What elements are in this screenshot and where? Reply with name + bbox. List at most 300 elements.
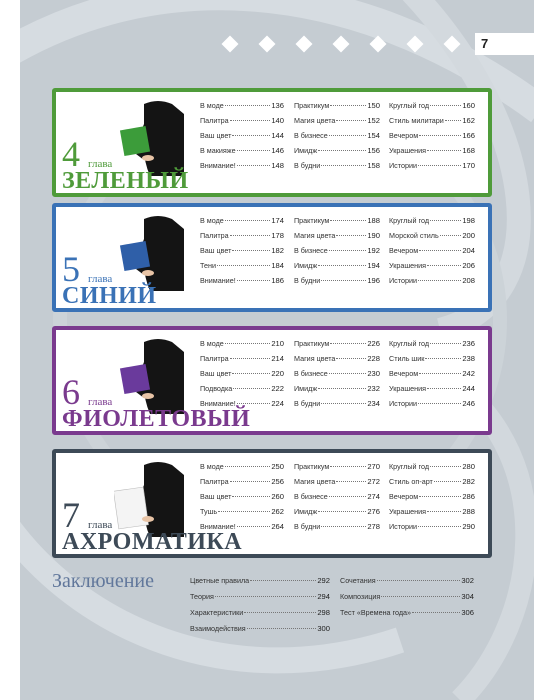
toc-entry-label: Истории [389, 399, 417, 408]
toc-entry-label: Тест «Времена года» [340, 608, 412, 617]
toc-entry[interactable] [200, 381, 284, 396]
toc-entry[interactable] [200, 228, 284, 243]
chapter-number: 7 [62, 495, 80, 535]
toc-entry-label: Характеристики [190, 608, 244, 617]
toc-entry[interactable] [200, 273, 284, 288]
toc-entry-label: Палитра [200, 231, 229, 240]
toc-entry[interactable] [294, 396, 380, 411]
toc-entry-page: 288 [462, 507, 475, 516]
toc-entry[interactable] [294, 113, 380, 128]
dot-leader [250, 580, 316, 581]
toc-entry-label: Тени [200, 261, 216, 270]
toc-entry-label: Внимание! [200, 522, 236, 531]
toc-entry-page: 210 [271, 339, 284, 348]
toc-entry-label: В моде [200, 101, 224, 110]
dot-leader [336, 481, 366, 482]
dot-leader [329, 496, 367, 497]
toc-entry-label: Палитра [200, 477, 229, 486]
dot-leader [244, 612, 316, 613]
dot-leader [329, 250, 367, 251]
toc-entry[interactable] [294, 459, 380, 474]
dot-leader [430, 105, 461, 106]
toc-entry-label: Украшения [389, 261, 427, 270]
toc-entry-label: Круглый год [389, 216, 430, 225]
toc-entry-label: В бизнесе [294, 246, 328, 255]
toc-entry[interactable] [200, 489, 284, 504]
toc-entry-page: 208 [462, 276, 475, 285]
toc-entry-label: Истории [389, 276, 417, 285]
diamond-ornament [333, 36, 350, 53]
toc-entry-page: 264 [271, 522, 284, 531]
toc-entry-label: Морской стиль [389, 231, 439, 240]
dot-leader [418, 403, 461, 404]
toc-entry-page: 188 [367, 216, 380, 225]
toc-entry[interactable] [294, 474, 380, 489]
toc-entry[interactable] [200, 258, 284, 273]
toc-entry-label: Имидж [294, 146, 318, 155]
dot-leader [237, 526, 271, 527]
toc-entry-page: 196 [367, 276, 380, 285]
dot-leader [233, 388, 270, 389]
toc-entry-label: Палитра [200, 116, 229, 125]
toc-entry[interactable] [389, 459, 475, 474]
toc-entry[interactable] [294, 273, 380, 288]
dot-leader [336, 358, 366, 359]
toc-entry-label: В моде [200, 339, 224, 348]
chapter-title: СИНИЙ [62, 283, 157, 309]
dot-leader [225, 220, 271, 221]
toc-entry-page: 274 [367, 492, 380, 501]
toc-entry[interactable] [340, 605, 474, 621]
toc-entry[interactable] [200, 504, 284, 519]
dot-leader [425, 358, 461, 359]
toc-entry[interactable] [389, 98, 475, 113]
toc-entry[interactable] [294, 504, 380, 519]
toc-entry[interactable] [389, 258, 475, 273]
toc-entry-label: Ваш цвет [200, 246, 232, 255]
toc-entry[interactable] [389, 366, 475, 381]
diamond-ornament [407, 36, 424, 53]
dot-leader [232, 250, 270, 251]
toc-column [200, 336, 284, 411]
dot-leader [321, 526, 366, 527]
toc-entry-page: 206 [462, 261, 475, 270]
toc-column [389, 459, 475, 534]
toc-entry[interactable] [389, 489, 475, 504]
toc-entry-label: Практикум [294, 462, 330, 471]
chapter-number: 4 [62, 134, 80, 174]
toc-entry-page: 190 [367, 231, 380, 240]
dot-leader [419, 496, 461, 497]
dot-leader [237, 280, 271, 281]
toc-entry-page: 226 [367, 339, 380, 348]
toc-entry[interactable] [294, 98, 380, 113]
toc-entry-page: 174 [271, 216, 284, 225]
toc-entry-label: Имидж [294, 384, 318, 393]
toc-entry-page: 298 [317, 608, 330, 617]
toc-entry[interactable] [340, 573, 474, 589]
toc-entry-label: Украшения [389, 507, 427, 516]
toc-entry[interactable] [190, 621, 330, 637]
dot-leader [381, 596, 460, 597]
dot-leader [232, 373, 270, 374]
toc-entry-page: 182 [271, 246, 284, 255]
toc-column [389, 336, 475, 411]
toc-entry-label: Магия цвета [294, 116, 336, 125]
toc-entry-page: 214 [271, 354, 284, 363]
toc-entry[interactable] [294, 336, 380, 351]
toc-entry[interactable] [340, 589, 474, 605]
toc-entry-label: Подводка [200, 384, 233, 393]
dot-leader [237, 150, 271, 151]
toc-entry[interactable] [200, 113, 284, 128]
toc-entry[interactable] [200, 366, 284, 381]
toc-entry-label: Стиль оп-арт [389, 477, 433, 486]
dot-leader [418, 280, 461, 281]
toc-entry-label: В будни [294, 276, 321, 285]
toc-entry-label: В бизнесе [294, 369, 328, 378]
chapter-word: глава [88, 396, 113, 408]
dot-leader [321, 403, 366, 404]
toc-entry-label: В макияже [200, 146, 236, 155]
dot-leader [418, 526, 461, 527]
toc-entry-page: 162 [462, 116, 475, 125]
chapter-word: глава [88, 273, 113, 285]
dot-leader [434, 481, 461, 482]
toc-entry[interactable] [389, 113, 475, 128]
toc-entry-page: 262 [271, 507, 284, 516]
dot-leader [232, 135, 270, 136]
dot-leader [230, 235, 271, 236]
toc-entry-page: 282 [462, 477, 475, 486]
dot-leader [225, 343, 271, 344]
toc-entry-label: В моде [200, 462, 224, 471]
toc-column [200, 459, 284, 534]
dot-leader [336, 120, 366, 121]
dot-leader [217, 265, 270, 266]
toc-entry[interactable] [294, 143, 380, 158]
dot-leader [430, 220, 461, 221]
toc-entry-page: 220 [271, 369, 284, 378]
toc-column [294, 98, 380, 173]
toc-entry[interactable] [200, 143, 284, 158]
toc-entry-page: 238 [462, 354, 475, 363]
toc-entry[interactable] [389, 474, 475, 489]
toc-entry[interactable] [200, 519, 284, 534]
toc-entry-page: 200 [462, 231, 475, 240]
toc-entry-page: 186 [271, 276, 284, 285]
toc-entry-page: 294 [317, 592, 330, 601]
dot-leader [427, 511, 461, 512]
model-illustration [114, 459, 184, 537]
toc-entry-page: 256 [271, 477, 284, 486]
toc-entry-label: Стиль шик [389, 354, 425, 363]
toc-entry-label: Стиль милитари [389, 116, 444, 125]
toc-entry-page: 136 [271, 101, 284, 110]
dot-leader [321, 280, 366, 281]
toc-entry-label: Истории [389, 522, 417, 531]
toc-entry-label: Внимание! [200, 399, 236, 408]
toc-entry[interactable] [294, 519, 380, 534]
toc-entry-label: Палитра [200, 354, 229, 363]
toc-entry-page: 184 [271, 261, 284, 270]
toc-entry-page: 148 [271, 161, 284, 170]
dot-leader [237, 165, 271, 166]
dot-leader [430, 466, 461, 467]
toc-entry[interactable] [190, 589, 330, 605]
toc-entry-page: 156 [367, 146, 380, 155]
toc-entry-page: 260 [271, 492, 284, 501]
toc-entry-page: 158 [367, 161, 380, 170]
toc-entry-label: Круглый год [389, 462, 430, 471]
toc-entry-page: 224 [271, 399, 284, 408]
page-number: 7 [481, 36, 489, 51]
toc-entry[interactable] [294, 351, 380, 366]
model-illustration [114, 213, 184, 291]
toc-entry[interactable] [389, 128, 475, 143]
chapter-word: глава [88, 158, 113, 170]
toc-entry-page: 170 [462, 161, 475, 170]
toc-entry-page: 230 [367, 369, 380, 378]
dot-leader [412, 612, 460, 613]
dot-leader [418, 165, 461, 166]
toc-entry-label: Внимание! [200, 276, 236, 285]
toc-entry[interactable] [389, 336, 475, 351]
toc-entry-label: Имидж [294, 261, 318, 270]
toc-entry-page: 286 [462, 492, 475, 501]
toc-entry-page: 278 [367, 522, 380, 531]
toc-entry[interactable] [389, 158, 475, 173]
toc-entry-label: Круглый год [389, 101, 430, 110]
diamond-ornament [259, 36, 276, 53]
dot-leader [427, 388, 461, 389]
toc-entry-label: Сочетания [340, 576, 376, 585]
dot-leader [230, 481, 271, 482]
toc-entry[interactable] [200, 351, 284, 366]
dot-leader [318, 265, 366, 266]
toc-entry-page: 280 [462, 462, 475, 471]
toc-entry-page: 232 [367, 384, 380, 393]
dot-leader [230, 358, 271, 359]
toc-entry-page: 292 [317, 576, 330, 585]
toc-entry-label: Ваш цвет [200, 369, 232, 378]
toc-entry-label: Украшения [389, 146, 427, 155]
dot-leader [218, 511, 270, 512]
toc-entry-page: 228 [367, 354, 380, 363]
dot-leader [419, 373, 461, 374]
toc-entry[interactable] [294, 366, 380, 381]
toc-entry-page: 306 [461, 608, 474, 617]
dot-leader [440, 235, 462, 236]
toc-entry[interactable] [200, 243, 284, 258]
dot-leader [445, 120, 462, 121]
toc-entry-label: В будни [294, 399, 321, 408]
toc-entry-page: 154 [367, 131, 380, 140]
toc-entry-label: Украшения [389, 384, 427, 393]
toc-entry-label: Композиция [340, 592, 381, 601]
toc-entry[interactable] [200, 98, 284, 113]
dot-leader [427, 150, 461, 151]
toc-entry-label: Ваш цвет [200, 492, 232, 501]
toc-entry-page: 160 [462, 101, 475, 110]
book-page [20, 0, 534, 700]
toc-entry-label: Магия цвета [294, 354, 336, 363]
toc-entry-page: 178 [271, 231, 284, 240]
toc-entry-page: 304 [461, 592, 474, 601]
toc-entry-label: В бизнесе [294, 131, 328, 140]
toc-entry-page: 146 [271, 146, 284, 155]
dot-leader [377, 580, 461, 581]
toc-entry-page: 246 [462, 399, 475, 408]
model-illustration [114, 98, 184, 176]
toc-entry[interactable] [294, 213, 380, 228]
toc-entry-label: Практикум [294, 101, 330, 110]
toc-entry-page: 194 [367, 261, 380, 270]
dot-leader [330, 105, 366, 106]
toc-entry-label: Теория [190, 592, 214, 601]
dot-leader [427, 265, 461, 266]
toc-entry-page: 144 [271, 131, 284, 140]
toc-entry-label: Круглый год [389, 339, 430, 348]
dot-leader [430, 343, 461, 344]
diamond-ornament [444, 36, 461, 53]
toc-column [389, 98, 475, 173]
toc-entry-label: Вечером [389, 246, 419, 255]
toc-entry-label: Практикум [294, 339, 330, 348]
dot-leader [330, 220, 366, 221]
toc-entry-page: 234 [367, 399, 380, 408]
toc-entry[interactable] [389, 396, 475, 411]
toc-entry[interactable] [294, 243, 380, 258]
toc-entry-label: Вечером [389, 492, 419, 501]
toc-entry[interactable] [190, 573, 330, 589]
header-diamond-bar [20, 35, 534, 55]
chapter-box [52, 449, 492, 558]
chapter-title: ФИОЛЕТОВЫЙ [62, 406, 251, 432]
toc-entry[interactable] [389, 243, 475, 258]
toc-entry[interactable] [389, 228, 475, 243]
conclusion-column [340, 573, 474, 621]
toc-entry-page: 302 [461, 576, 474, 585]
toc-entry[interactable] [190, 605, 330, 621]
dot-leader [225, 466, 271, 467]
dot-leader [330, 466, 366, 467]
chapter-number: 5 [62, 249, 80, 289]
toc-entry-page: 140 [271, 116, 284, 125]
toc-entry-label: Ваш цвет [200, 131, 232, 140]
chapter-title: ЗЕЛЕНЫЙ [62, 168, 189, 194]
toc-entry[interactable] [294, 158, 380, 173]
toc-entry[interactable] [294, 258, 380, 273]
dot-leader [329, 373, 367, 374]
dot-leader [419, 135, 461, 136]
toc-entry-page: 168 [462, 146, 475, 155]
toc-entry-page: 236 [462, 339, 475, 348]
dot-leader [232, 496, 270, 497]
toc-entry[interactable] [294, 228, 380, 243]
toc-entry-page: 204 [462, 246, 475, 255]
toc-entry[interactable] [389, 213, 475, 228]
toc-entry-label: В будни [294, 522, 321, 531]
dot-leader [215, 596, 316, 597]
toc-entry[interactable] [389, 273, 475, 288]
toc-entry-label: Имидж [294, 507, 318, 516]
toc-entry[interactable] [389, 351, 475, 366]
toc-entry-page: 166 [462, 131, 475, 140]
toc-column [200, 213, 284, 288]
toc-entry-page: 290 [462, 522, 475, 531]
chapter-word: глава [88, 519, 113, 531]
toc-entry-label: Магия цвета [294, 231, 336, 240]
toc-entry-page: 198 [462, 216, 475, 225]
toc-entry-label: Истории [389, 161, 417, 170]
toc-entry[interactable] [200, 474, 284, 489]
toc-entry[interactable] [389, 143, 475, 158]
toc-entry[interactable] [200, 213, 284, 228]
toc-entry-label: Практикум [294, 216, 330, 225]
toc-entry-label: Взаимодействия [190, 624, 246, 633]
toc-entry-label: В бизнесе [294, 492, 328, 501]
toc-entry[interactable] [200, 396, 284, 411]
toc-entry-page: 272 [367, 477, 380, 486]
chapter-box [52, 203, 492, 312]
toc-entry-page: 250 [271, 462, 284, 471]
dot-leader [225, 105, 271, 106]
toc-entry[interactable] [389, 519, 475, 534]
toc-entry-label: Магия цвета [294, 477, 336, 486]
toc-column [294, 336, 380, 411]
dot-leader [318, 388, 366, 389]
dot-leader [318, 511, 366, 512]
toc-entry[interactable] [200, 459, 284, 474]
model-illustration [114, 336, 184, 414]
conclusion-column [190, 573, 330, 637]
dot-leader [318, 150, 366, 151]
toc-entry-page: 270 [367, 462, 380, 471]
dot-leader [247, 628, 317, 629]
toc-entry[interactable] [389, 504, 475, 519]
toc-entry-page: 244 [462, 384, 475, 393]
toc-entry[interactable] [294, 381, 380, 396]
toc-column [200, 98, 284, 173]
toc-entry[interactable] [200, 128, 284, 143]
toc-entry-page: 150 [367, 101, 380, 110]
dot-leader [237, 403, 271, 404]
chapter-box [52, 326, 492, 435]
toc-entry-page: 152 [367, 116, 380, 125]
dot-leader [419, 250, 461, 251]
toc-entry-label: Внимание! [200, 161, 236, 170]
toc-entry[interactable] [200, 158, 284, 173]
toc-entry[interactable] [294, 128, 380, 143]
toc-entry[interactable] [200, 336, 284, 351]
dot-leader [230, 120, 271, 121]
conclusion-title: Заключение [52, 570, 154, 592]
toc-entry-label: В моде [200, 216, 224, 225]
toc-entry[interactable] [294, 489, 380, 504]
toc-entry-label: Вечером [389, 369, 419, 378]
toc-entry[interactable] [389, 381, 475, 396]
dot-leader [329, 135, 367, 136]
toc-entry-page: 300 [317, 624, 330, 633]
diamond-ornament [370, 36, 387, 53]
dot-leader [336, 235, 366, 236]
toc-entry-page: 192 [367, 246, 380, 255]
toc-entry-page: 222 [271, 384, 284, 393]
chapter-box [52, 88, 492, 197]
diamond-ornament [222, 36, 239, 53]
toc-entry-page: 276 [367, 507, 380, 516]
